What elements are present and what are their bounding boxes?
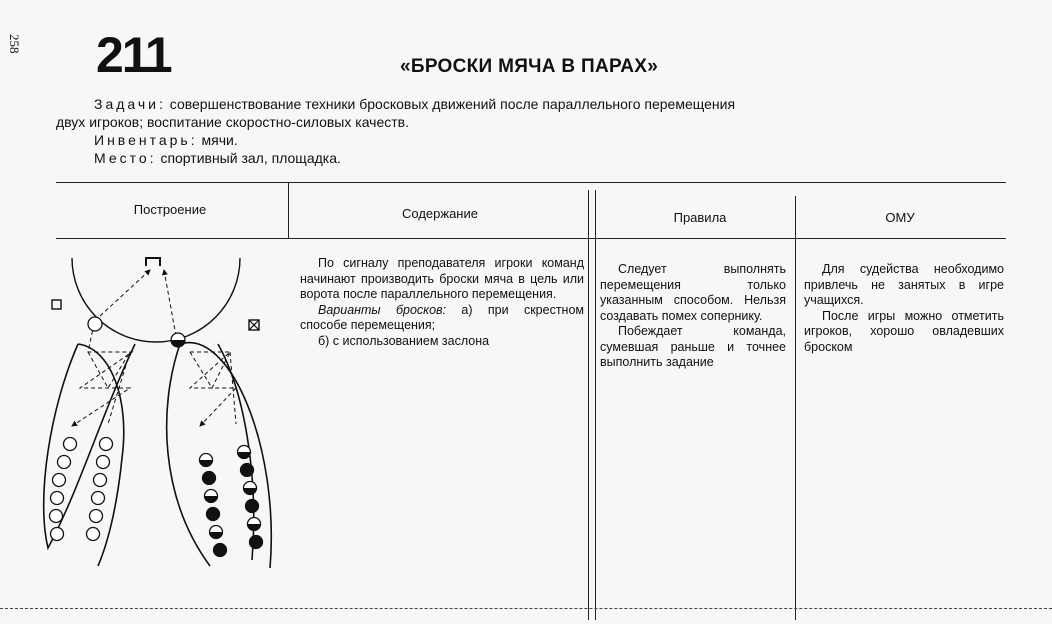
- variant-a: а) при скрестном способе перемещения;: [300, 302, 584, 332]
- header-content: Содержание: [402, 206, 478, 221]
- header-rules: Правила: [673, 210, 727, 225]
- place-line: [56, 149, 1006, 167]
- tasks-text-1: совершенствование техники бросковых движений после параллельного перемещения: [169, 96, 736, 112]
- place-value: спортивный зал, площадка.: [160, 150, 341, 166]
- tasks-text-2: двух игроков; воспитание скоростно-силовых качеств.: [56, 114, 409, 130]
- col-divider-3: [795, 196, 796, 620]
- col-divider-2b: [595, 190, 596, 620]
- page-number: 258: [7, 34, 22, 54]
- header-omu: ОМУ: [885, 210, 915, 225]
- exercise-info: [56, 95, 1006, 167]
- content-cell: [300, 256, 584, 349]
- content-p1: По сигналу преподавателя игроки команд начинают производить броски мяча в цель или ворота после параллельного перемещения.: [300, 256, 584, 301]
- equipment-value: мячи.: [201, 132, 238, 148]
- content-variants: [300, 303, 584, 334]
- place-label: Место:: [94, 150, 157, 166]
- omu-cell: [804, 262, 1004, 355]
- empty-square-icon: [52, 300, 61, 309]
- goal-icon: [146, 258, 160, 266]
- crossed-square-icon: [249, 320, 259, 330]
- variants-label: Варианты бросков:: [318, 302, 447, 317]
- col-divider-2: [588, 190, 589, 620]
- bottom-dashed-rule: [0, 608, 1052, 609]
- header-formation: Построение: [133, 202, 207, 217]
- tasks-line-2: [56, 113, 1006, 131]
- rules-p2: Побеждает команда, сумевшая раньше и точнее выполнить задание: [600, 324, 786, 369]
- col-divider-1: [288, 182, 289, 238]
- variant-b: б) с использованием заслона: [318, 333, 490, 348]
- formation-diagram: [40, 248, 280, 578]
- omu-p2: После игры можно отметить игроков, хорошо овладевших броском: [804, 308, 1004, 354]
- exercise-number: 211: [96, 27, 171, 83]
- omu-p1: Для судейства необходимо привлечь не занятых в игре учащихся.: [804, 262, 1004, 307]
- equipment-label: Инвентарь:: [94, 132, 198, 148]
- table-top-rule: [56, 182, 1006, 183]
- tasks-line-1: [56, 95, 1006, 113]
- table-header-rule: [56, 238, 1006, 239]
- rules-p1: Следует выполнять перемещения только указанным способом. Нельзя создавать помех сопернику.: [600, 262, 786, 323]
- tasks-label: Задачи:: [94, 96, 166, 112]
- rules-cell: [600, 262, 786, 371]
- player-white-icon: [50, 317, 113, 541]
- equipment-line: [56, 131, 1006, 149]
- page-title: «БРОСКИ МЯЧА В ПАРАХ»: [400, 56, 659, 77]
